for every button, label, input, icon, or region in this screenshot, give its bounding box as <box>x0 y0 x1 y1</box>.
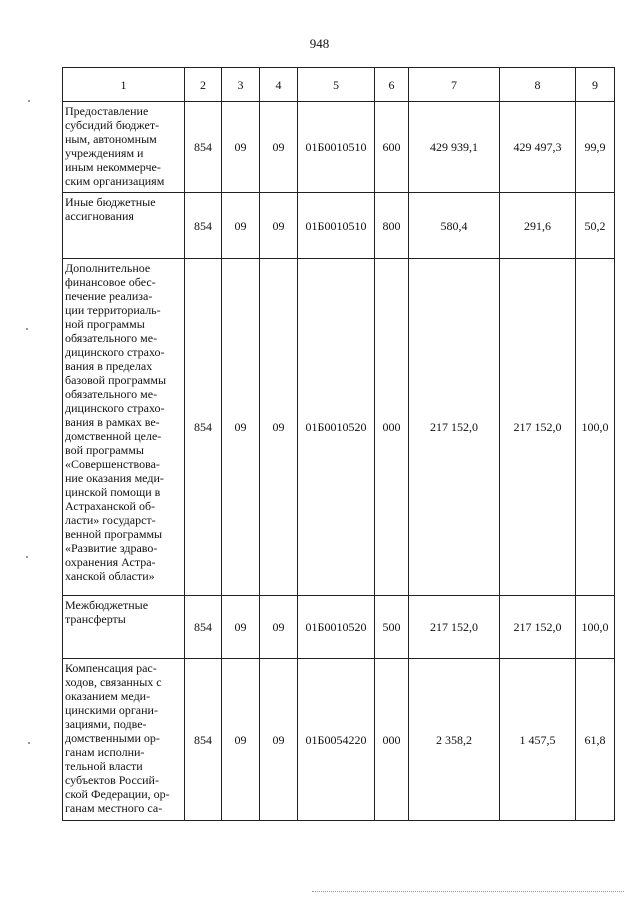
header-cell: 4 <box>260 68 298 102</box>
cell-col-6: 000 <box>375 259 409 596</box>
cell-col-8: 217 152,0 <box>500 596 576 659</box>
cell-col-4: 09 <box>260 102 298 193</box>
table-row <box>63 259 615 596</box>
table-row <box>63 193 615 259</box>
cell-col-7: 217 152,0 <box>409 259 500 596</box>
row-description: Иные бюджетные ассигнования <box>63 193 185 259</box>
cell-col-9: 99,9 <box>576 102 615 193</box>
cell-col-8: 1 457,5 <box>500 659 576 821</box>
scan-edge-rule <box>312 891 624 892</box>
cell-col-5: 01Б0010510 <box>298 102 375 193</box>
header-cell: 1 <box>63 68 185 102</box>
cell-col-6: 600 <box>375 102 409 193</box>
cell-col-2: 854 <box>185 596 222 659</box>
scan-speck <box>26 556 28 558</box>
cell-col-7: 217 152,0 <box>409 596 500 659</box>
header-cell: 8 <box>500 68 576 102</box>
cell-col-2: 854 <box>185 193 222 259</box>
table-header-row <box>63 68 615 102</box>
cell-col-3: 09 <box>222 596 260 659</box>
cell-col-2: 854 <box>185 659 222 821</box>
cell-col-3: 09 <box>222 259 260 596</box>
cell-col-5: 01Б0010520 <box>298 596 375 659</box>
header-cell: 2 <box>185 68 222 102</box>
budget-table <box>62 67 615 821</box>
cell-col-8: 291,6 <box>500 193 576 259</box>
cell-col-5: 01Б0054220 <box>298 659 375 821</box>
header-cell: 9 <box>576 68 615 102</box>
cell-col-7: 2 358,2 <box>409 659 500 821</box>
scan-speck <box>28 100 30 102</box>
table-row <box>63 596 615 659</box>
table-row <box>63 659 615 821</box>
header-cell: 6 <box>375 68 409 102</box>
cell-col-2: 854 <box>185 102 222 193</box>
row-description: Дополнительное финансовое обес- печение реализа- ции территориаль- ной программы обязательного ме- дицинского страхо- вания в пределах базовой программы обязательного ме- дицинского страхо- вания в рамках ве- домственной целе- вой программы «Совершенствова- ние оказания меди- цинской помощи в Астраханской об- ласти» государст- венной программы «Развитие здраво- охранения Астра- ханской области» <box>63 259 185 596</box>
cell-col-9: 50,2 <box>576 193 615 259</box>
cell-col-8: 217 152,0 <box>500 259 576 596</box>
row-description: Межбюджетные трансферты <box>63 596 185 659</box>
cell-col-4: 09 <box>260 193 298 259</box>
scan-speck <box>28 742 30 744</box>
header-cell: 3 <box>222 68 260 102</box>
table-row <box>63 102 615 193</box>
cell-col-9: 100,0 <box>576 259 615 596</box>
cell-col-5: 01Б0010510 <box>298 193 375 259</box>
cell-col-4: 09 <box>260 659 298 821</box>
cell-col-4: 09 <box>260 596 298 659</box>
row-description: Предоставление субсидий бюджет- ным, автономным учреждениям и иным некоммерче- ским организациям <box>63 102 185 193</box>
cell-col-6: 500 <box>375 596 409 659</box>
cell-col-8: 429 497,3 <box>500 102 576 193</box>
row-description: Компенсация рас- ходов, связанных с оказанием меди- цинскими органи- зациями, подве- домственными ор- ганам исполни- тельной власти субъектов Россий- ской Федерации, ор- ганам местного са- <box>63 659 185 821</box>
cell-col-5: 01Б0010520 <box>298 259 375 596</box>
cell-col-3: 09 <box>222 193 260 259</box>
scan-speck <box>26 328 28 330</box>
cell-col-3: 09 <box>222 659 260 821</box>
cell-col-9: 100,0 <box>576 596 615 659</box>
cell-col-7: 429 939,1 <box>409 102 500 193</box>
cell-col-6: 000 <box>375 659 409 821</box>
cell-col-6: 800 <box>375 193 409 259</box>
header-cell: 5 <box>298 68 375 102</box>
cell-col-4: 09 <box>260 259 298 596</box>
header-cell: 7 <box>409 68 500 102</box>
page-number: 948 <box>309 36 330 51</box>
cell-col-7: 580,4 <box>409 193 500 259</box>
cell-col-9: 61,8 <box>576 659 615 821</box>
cell-col-3: 09 <box>222 102 260 193</box>
cell-col-2: 854 <box>185 259 222 596</box>
